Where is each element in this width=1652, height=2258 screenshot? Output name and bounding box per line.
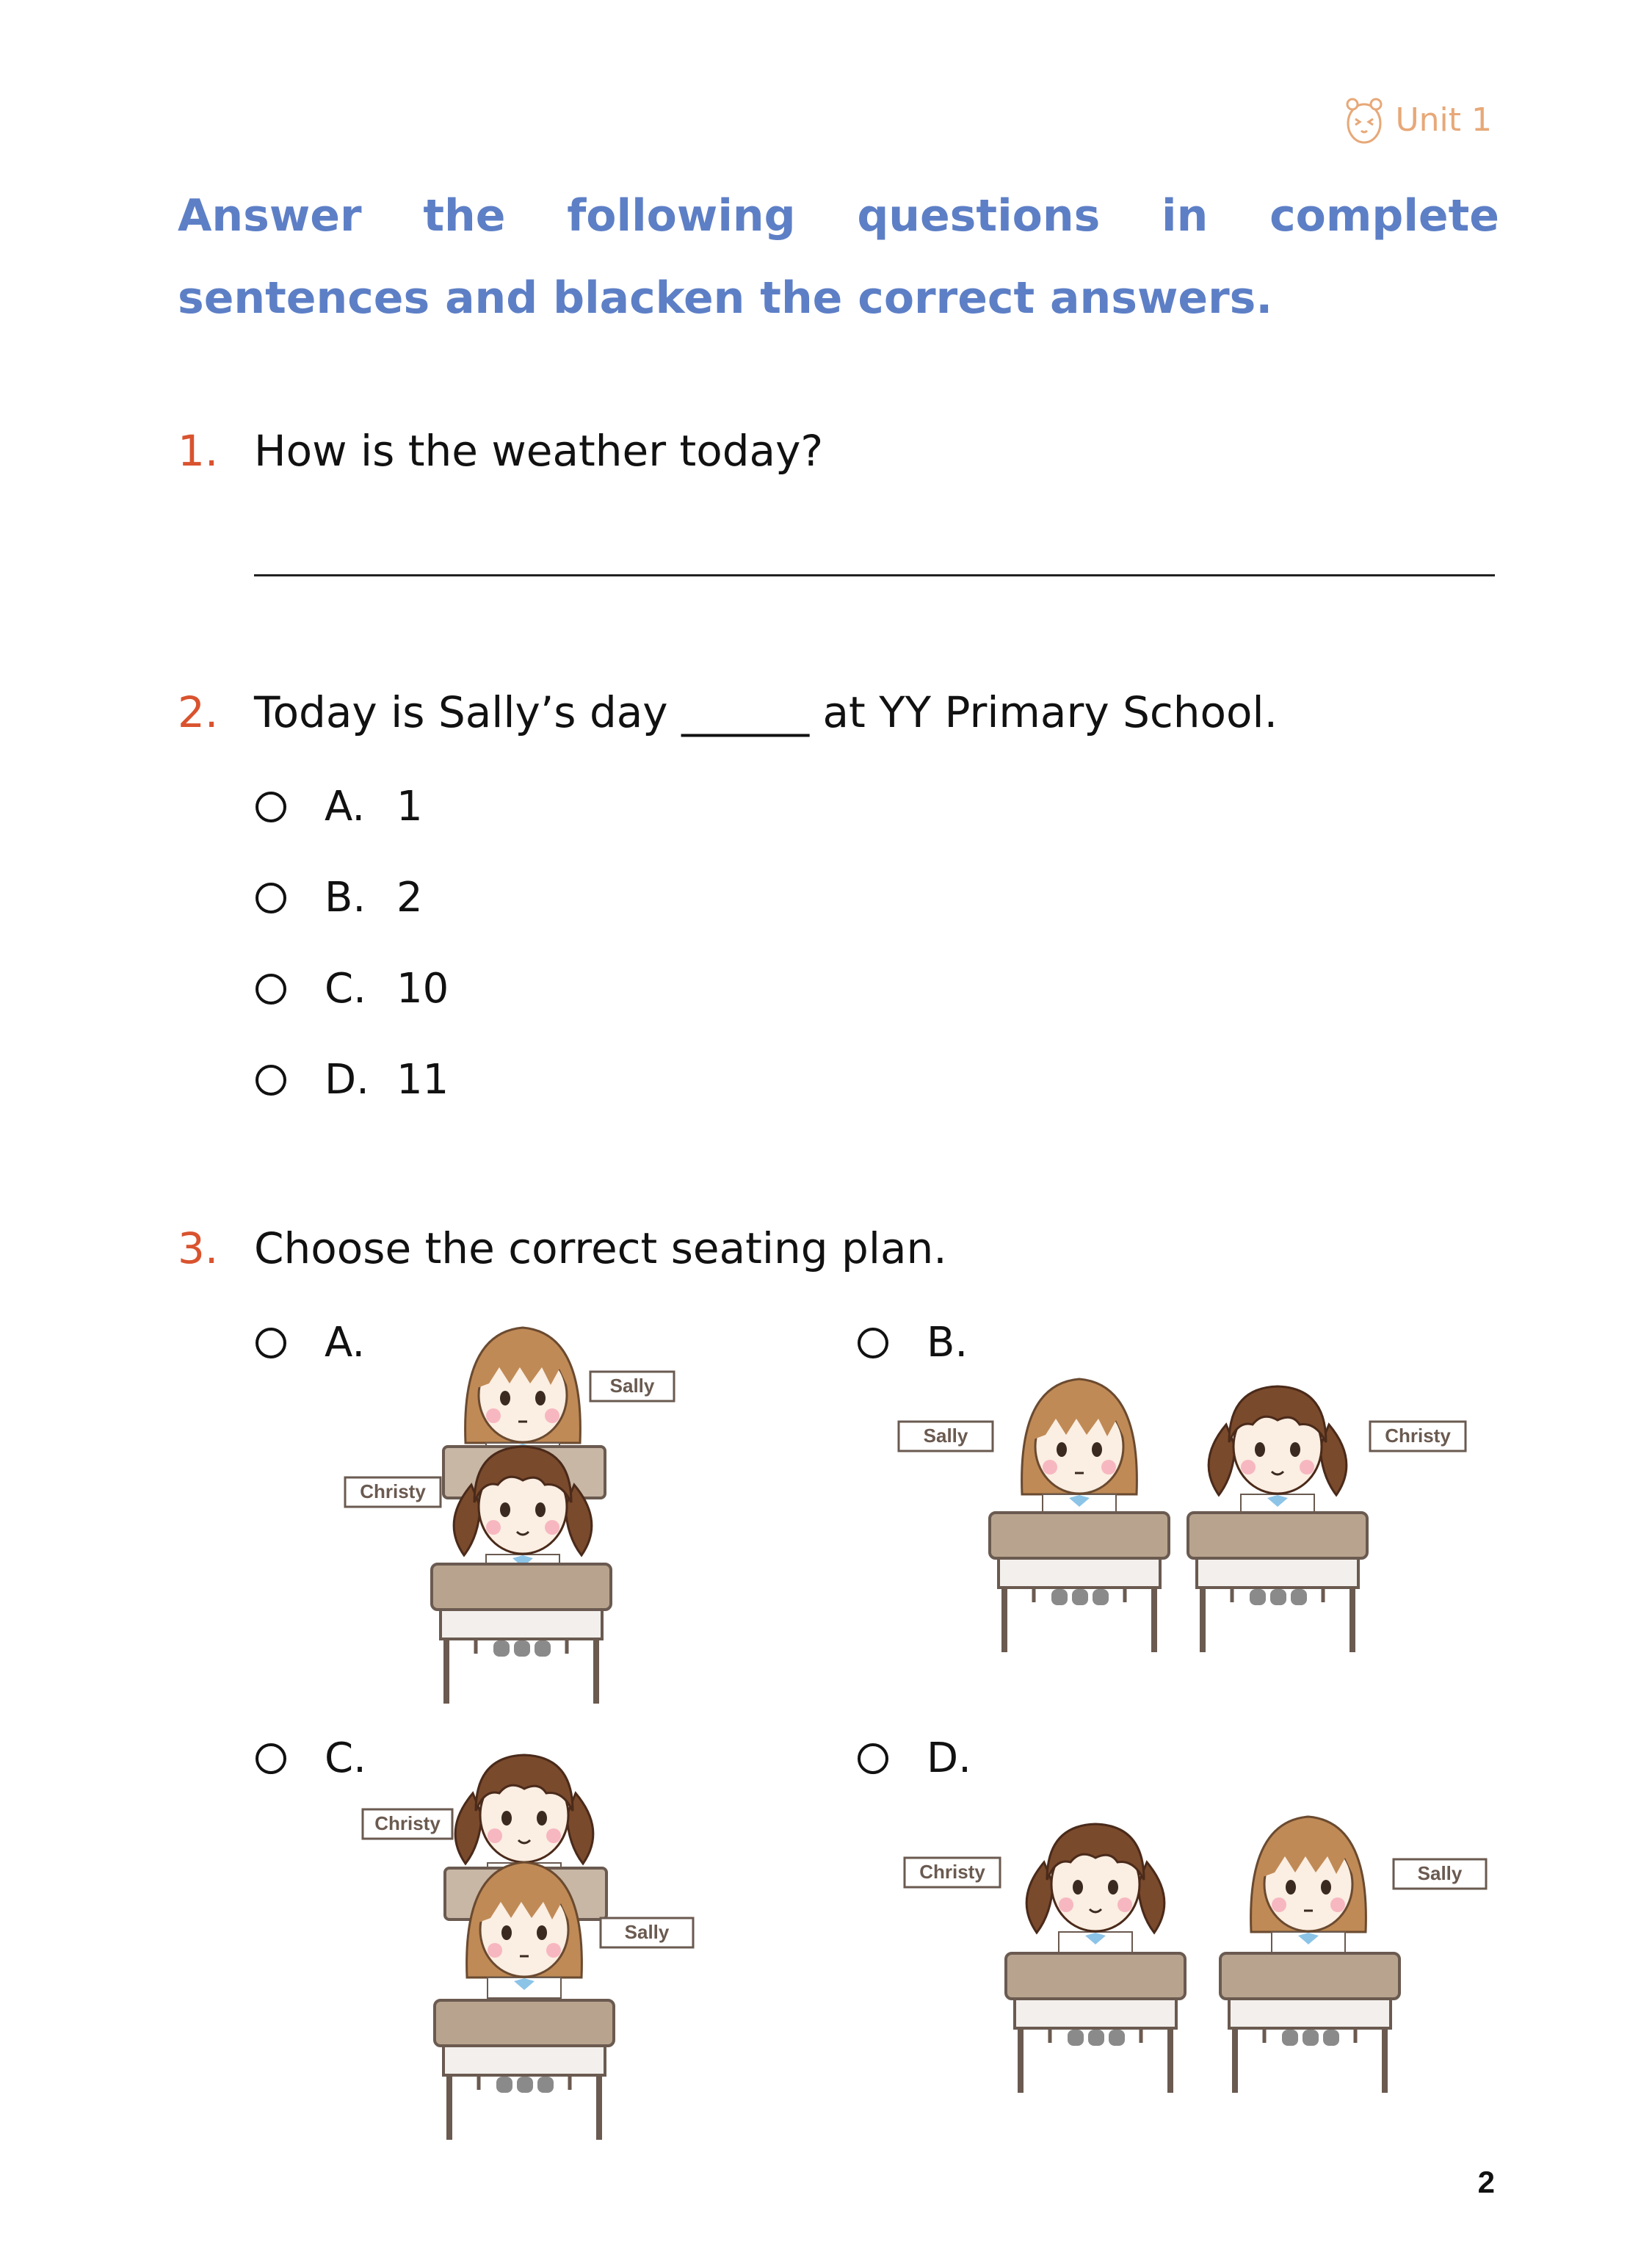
svg-text:Sally: Sally xyxy=(624,1921,670,1943)
instruction-text: Answer the following questions in complete sentences and blacken the correct answers. xyxy=(178,190,1499,324)
desk xyxy=(1006,1953,1185,2093)
sally-figure xyxy=(1251,1817,1366,1953)
desk xyxy=(432,1564,611,1704)
svg-text:Christy: Christy xyxy=(374,1812,441,1834)
question-3-number: 3. xyxy=(178,1223,219,1273)
question-3-text: Choose the correct seating plan. xyxy=(254,1223,947,1273)
svg-text:Christy: Christy xyxy=(919,1861,985,1883)
sally-figure xyxy=(465,1328,581,1463)
name-tag xyxy=(363,1809,452,1839)
question-3-option-c[interactable]: C. xyxy=(256,1734,396,1782)
christy-figure xyxy=(1026,1824,1164,1953)
question-2-text: Today is Sally’s day ______ at YY Primary School. xyxy=(254,687,1278,737)
question-2-option-c[interactable]: C. 10 xyxy=(256,965,449,1013)
radio-circle[interactable] xyxy=(256,1328,286,1358)
svg-text:Christy: Christy xyxy=(360,1480,426,1502)
svg-text:Sally: Sally xyxy=(1417,1862,1463,1884)
question-2-number: 2. xyxy=(178,687,219,737)
seating-plan-c xyxy=(345,1742,727,2153)
radio-circle[interactable] xyxy=(256,792,286,822)
radio-circle[interactable] xyxy=(256,1743,286,1774)
seating-plan-a xyxy=(338,1314,720,1711)
sally-figure xyxy=(1022,1379,1137,1515)
question-2-option-d[interactable]: D. 11 xyxy=(256,1056,449,1104)
svg-text:Sally: Sally xyxy=(923,1425,968,1447)
seating-plan-d xyxy=(897,1792,1499,2100)
name-tag xyxy=(345,1477,441,1507)
svg-text:Christy: Christy xyxy=(1385,1425,1451,1447)
radio-circle[interactable] xyxy=(256,974,286,1005)
question-2-option-b[interactable]: B. 2 xyxy=(256,874,423,922)
radio-circle[interactable] xyxy=(858,1328,888,1358)
desk xyxy=(990,1513,1169,1652)
name-tag xyxy=(1370,1422,1466,1451)
page-number: 2 xyxy=(1477,2165,1495,2199)
question-3-option-d[interactable]: D. xyxy=(858,1734,999,1782)
radio-circle[interactable] xyxy=(858,1743,888,1774)
name-tag xyxy=(590,1372,674,1401)
christy-figure xyxy=(1209,1386,1347,1515)
question-1-number: 1. xyxy=(178,426,219,476)
svg-text:Sally: Sally xyxy=(609,1375,655,1397)
name-tag xyxy=(899,1422,993,1451)
name-tag xyxy=(905,1858,1000,1887)
radio-circle[interactable] xyxy=(256,883,286,913)
name-tag xyxy=(601,1918,693,1947)
unit-label: Unit 1 xyxy=(1395,101,1492,139)
seating-plan-b xyxy=(888,1358,1490,1667)
question-2-option-a[interactable]: A. 1 xyxy=(256,783,423,831)
desk xyxy=(1220,1953,1399,2093)
unit-header xyxy=(1344,94,1492,145)
radio-circle[interactable] xyxy=(256,1065,286,1096)
name-tag xyxy=(1394,1859,1486,1889)
question-3-option-a[interactable]: A. xyxy=(256,1319,396,1367)
question-3-option-b[interactable]: B. xyxy=(858,1319,999,1367)
desk xyxy=(1188,1513,1367,1652)
question-1-text: How is the weather today? xyxy=(254,426,824,476)
desk xyxy=(435,2000,614,2140)
hamster-icon xyxy=(1344,94,1385,145)
question-1-answer-line[interactable] xyxy=(254,574,1495,576)
